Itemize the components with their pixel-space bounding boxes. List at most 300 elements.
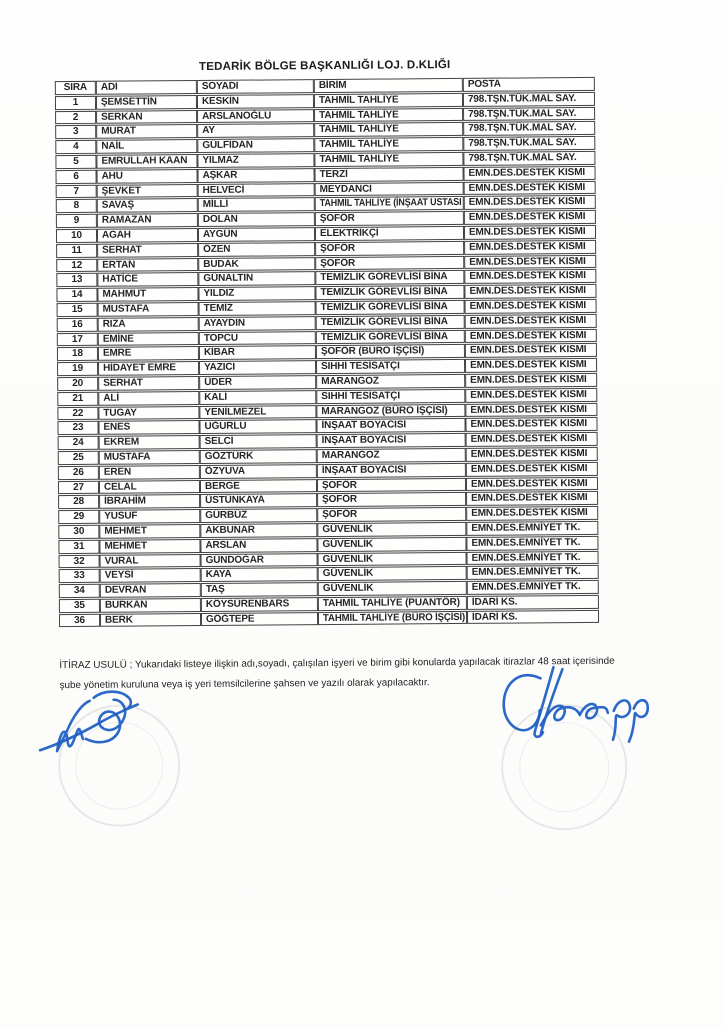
signature-right-ink — [494, 661, 660, 750]
cell-text: EMN.DES.DESTEK KISMI — [469, 285, 586, 298]
cell-birim — [314, 108, 463, 123]
cell-text: İDARİ KS. — [471, 611, 518, 623]
cell-birim — [316, 300, 465, 315]
cell-posta — [464, 240, 596, 255]
cell-text: DEVRAN — [104, 584, 147, 596]
cell-soyadi — [200, 508, 317, 523]
cell-birim — [314, 137, 463, 152]
cell-text: EMN.DES.DESTEK KISMI — [469, 314, 587, 327]
column-header-soyadi: SOYADI — [197, 79, 314, 94]
cell-text: GÜVENLİK — [322, 567, 374, 580]
cell-text: ALİ — [103, 392, 120, 404]
cell-text: MEHMET — [104, 540, 147, 552]
cell-text: MEHMET — [104, 525, 147, 537]
cell-text: RAMAZAN — [101, 214, 152, 226]
cell-text: MUSTAFA — [103, 451, 151, 463]
cell-text: SIHHİ TESİSATÇI — [321, 390, 401, 402]
cell-text: TAHMİL TAHLİYE — [319, 138, 399, 151]
cell-text: NAİL — [101, 140, 125, 152]
cell-sira — [56, 229, 97, 243]
cell-posta — [466, 462, 598, 477]
cell-text: ŞEMSETTİN — [100, 96, 157, 108]
objection-notice-line1: İTİRAZ USULÜ ; Yukarıdaki listeye ilişkin adı,soyadı, çalışılan işyeri ve birim gibi konularda yapılacak itirazlar 48 saat içerisinde — [59, 655, 615, 672]
cell-sira — [58, 495, 99, 509]
cell-posta — [465, 328, 597, 343]
cell-text: GÜVENLİK — [322, 553, 374, 565]
cell-posta — [463, 92, 595, 107]
table-row — [59, 610, 599, 628]
cell-birim — [317, 507, 466, 522]
cell-birim — [315, 285, 464, 300]
signature-left-ink — [28, 687, 147, 768]
cell-sira — [55, 140, 96, 154]
cell-text: MİLLİ — [202, 199, 229, 211]
cell-sira — [56, 184, 97, 198]
cell-text: ARSLANOĞLU — [202, 110, 272, 122]
cell-posta — [465, 358, 597, 373]
cell-birim — [318, 596, 467, 611]
cell-text: GÖZTÜRK — [204, 450, 254, 462]
column-header-posta: POSTA — [463, 77, 595, 92]
cell-posta — [466, 521, 598, 536]
cell-soyadi — [199, 316, 316, 331]
cell-text: 9 — [73, 215, 80, 227]
cell-text: 33 — [73, 570, 85, 582]
cell-adi — [96, 169, 197, 184]
cell-soyadi — [197, 109, 314, 124]
cell-soyadi — [200, 479, 317, 494]
cell-adi — [98, 317, 199, 332]
cell-text: EMN.DES.DESTEK KISMI — [468, 225, 586, 238]
cell-text: YAZICI — [204, 361, 236, 374]
cell-soyadi — [201, 612, 318, 627]
cell-text: MEYDANCI — [319, 183, 372, 195]
cell-text: CELAL — [103, 481, 137, 493]
cell-text: EMN.DES.DESTEK KISMI — [469, 255, 586, 268]
cell-birim — [318, 566, 467, 581]
cell-text: EMN.DES.DESTEK KISMI — [471, 507, 588, 519]
signature-right — [494, 661, 660, 755]
cell-text: MARANGOZ (BÜRO İŞÇİSİ) — [321, 404, 448, 417]
cell-text: TAHMİL TAHLİYE (PUANTÖR) — [322, 596, 460, 609]
cell-text: İBRAHİM — [104, 495, 146, 508]
cell-adi — [97, 228, 198, 243]
cell-text: 29 — [73, 511, 85, 523]
cell-birim — [316, 389, 465, 404]
cell-birim — [315, 241, 464, 256]
cell-text: EMN.DES.DESTEK KISMI — [469, 240, 586, 253]
cell-sira — [59, 569, 100, 583]
cell-text: EMN.DES.DESTEK KISMI — [468, 166, 586, 179]
cell-birim — [315, 226, 464, 241]
cell-birim — [314, 167, 463, 182]
cell-text: 798.TŞN.TÜK.MAL SAY. — [468, 152, 577, 164]
cell-text: EMN.DES.DESTEK KISMI — [470, 388, 587, 401]
cell-adi — [96, 154, 197, 169]
cell-text: KİBAR — [203, 347, 235, 359]
cell-text: HİDAYET EMRE — [103, 362, 176, 374]
cell-posta — [464, 180, 596, 195]
cell-posta — [464, 225, 596, 240]
cell-birim — [314, 122, 463, 137]
cell-soyadi — [197, 168, 314, 183]
document-title: TEDARİK BÖLGE BAŞKANLIĞI LOJ. D.KLIĞI — [198, 59, 451, 73]
cell-text: 36 — [74, 614, 85, 626]
cell-text: EMN.DES.DESTEK KISMI — [470, 462, 588, 475]
cell-posta — [466, 432, 598, 447]
cell-adi — [98, 302, 199, 317]
column-header-sira: SIRA — [55, 81, 96, 95]
cell-birim — [317, 477, 466, 492]
cell-text: SERKAN — [101, 111, 143, 123]
cell-text: 6 — [73, 170, 79, 182]
cell-text: MURAT — [101, 125, 136, 138]
cell-sira — [59, 599, 100, 613]
cell-soyadi — [200, 449, 317, 464]
cell-soyadi — [200, 493, 317, 508]
cell-text: 20 — [72, 377, 84, 389]
cell-posta — [464, 254, 596, 269]
cell-birim — [315, 270, 464, 285]
cell-birim — [317, 522, 466, 537]
cell-sira — [57, 406, 98, 420]
cell-birim — [318, 581, 467, 596]
cell-posta — [463, 136, 595, 151]
cell-birim — [314, 152, 463, 167]
cell-birim — [315, 255, 464, 270]
cell-text: TUGAY — [103, 407, 137, 419]
cell-sira — [56, 288, 97, 302]
cell-text: TEMİZLİK GÖREVLİSİ BİNA — [320, 286, 448, 299]
cell-text: 798.TŞN.TÜK.MAL SAY. — [468, 107, 577, 120]
cell-adi — [96, 139, 197, 154]
cell-text: 798.TŞN.TÜK.MAL SAY. — [467, 92, 577, 105]
cell-adi — [100, 598, 201, 613]
cell-text: 27 — [73, 481, 84, 493]
cell-birim — [316, 359, 465, 374]
cell-adi — [98, 391, 199, 406]
cell-sira — [58, 466, 99, 480]
cell-text: ŞOFÖR — [319, 212, 355, 225]
cell-text: ÜDER — [204, 376, 232, 388]
cell-text: İNŞAAT BOYACISI — [321, 419, 406, 432]
cell-text: EMN.DES.DESTEK KISMI — [470, 403, 587, 416]
cell-adi — [99, 435, 200, 450]
cell-adi — [97, 272, 198, 287]
cell-text: AYAYDIN — [203, 317, 245, 329]
cell-text: TAHMİL TAHLİYE — [319, 153, 400, 166]
cell-text: EMN.DES.DESTEK KISMI — [470, 477, 588, 490]
cell-text: YUSUF — [104, 510, 138, 522]
cell-text: AY — [202, 125, 215, 137]
cell-soyadi — [199, 419, 316, 434]
cell-birim — [317, 492, 466, 507]
cell-birim — [317, 433, 466, 448]
column-header-birim: BİRİM — [314, 78, 463, 93]
cell-adi — [99, 509, 200, 524]
cell-adi — [98, 361, 199, 376]
cell-text: 1 — [72, 96, 79, 108]
cell-text: 31 — [73, 540, 85, 552]
cell-posta — [465, 388, 597, 403]
cell-soyadi — [199, 301, 316, 316]
signature-left — [28, 687, 147, 773]
cell-text: 14 — [71, 289, 83, 301]
cell-text: 13 — [71, 274, 83, 286]
cell-posta — [464, 284, 596, 299]
cell-sira — [58, 510, 99, 524]
cell-posta — [464, 269, 596, 284]
cell-adi — [97, 198, 198, 213]
cell-sira — [56, 244, 97, 258]
cell-text: YILMAZ — [202, 154, 239, 166]
cell-text: RIZA — [102, 318, 126, 330]
cell-sira — [58, 451, 99, 465]
cell-text: EMN.DES.DESTEK KISMI — [469, 344, 587, 357]
cell-text: EMN.DES.EMNİYET TK. — [471, 581, 581, 593]
cell-text: 26 — [72, 466, 84, 478]
cell-text: TAHMİL TAHLİYE — [319, 123, 399, 136]
cell-text: AYGÜN — [202, 228, 238, 240]
cell-text: TERZİ — [319, 168, 348, 180]
cell-text: GÜVENLİK — [322, 523, 373, 535]
cell-adi — [99, 465, 200, 480]
cell-text: EMN.DES.DESTEK KISMI — [468, 181, 586, 194]
cell-text: EMN.DES.DESTEK KISMI — [470, 373, 587, 386]
cell-posta — [463, 151, 595, 166]
cell-text: TEMİZLİK GÖREVLİSİ BİNA — [320, 330, 448, 343]
cell-text: EMİNE — [102, 333, 134, 345]
cell-posta — [463, 166, 595, 181]
cell-text: TEMİZ — [203, 302, 233, 314]
cell-soyadi — [201, 567, 318, 582]
cell-adi — [97, 243, 198, 258]
cell-sira — [55, 155, 96, 169]
cell-adi — [98, 346, 199, 361]
cell-text: EMN.DES.DESTEK KISMI — [469, 299, 587, 312]
cell-sira — [55, 125, 96, 139]
cell-sira — [57, 392, 98, 406]
cell-sira — [55, 110, 96, 124]
cell-text: ERTAN — [102, 259, 136, 271]
column-header-adi: ADI — [96, 80, 197, 95]
cell-adi — [99, 524, 200, 539]
cell-text: EMN.DES.DESTEK KISMI — [470, 359, 587, 372]
cell-text: SELCİ — [204, 435, 234, 448]
cell-text: MAHMUT — [102, 288, 147, 300]
cell-text: SERHAT — [103, 377, 143, 389]
cell-text: VURAL — [104, 554, 139, 567]
cell-adi — [100, 568, 201, 583]
cell-text: EMN.DES.EMNİYET TK. — [471, 521, 581, 534]
cell-birim — [315, 211, 464, 226]
cell-posta — [463, 121, 595, 136]
cell-adi — [96, 110, 197, 125]
cell-text: ÖZEN — [203, 243, 231, 255]
cell-sira — [56, 199, 97, 213]
cell-text: 24 — [72, 437, 84, 449]
cell-text: ÖZYUVA — [204, 465, 245, 477]
cell-text: GÖĞTEPE — [205, 613, 255, 625]
cell-birim — [315, 196, 464, 211]
cell-soyadi — [198, 257, 315, 272]
cell-text: MUSTAFA — [102, 303, 150, 315]
cell-posta — [465, 417, 597, 432]
cell-adi — [96, 124, 197, 139]
cell-text: 18 — [71, 348, 83, 360]
cell-soyadi — [199, 390, 316, 405]
cell-birim — [316, 329, 465, 344]
cell-posta — [467, 565, 599, 580]
cell-soyadi — [200, 464, 317, 479]
personnel-table-body — [55, 92, 599, 628]
cell-text: 798.TŞN.TÜK.MAL SAY. — [468, 137, 577, 150]
cell-posta — [464, 210, 596, 225]
cell-text: GÜRBÜZ — [205, 509, 248, 522]
cell-text: AHU — [101, 170, 123, 182]
cell-sira — [59, 613, 100, 627]
cell-text: ŞEVKET — [101, 185, 141, 197]
cell-soyadi — [197, 123, 314, 138]
cell-text: EMN.DES.EMNİYET TK. — [471, 566, 581, 579]
cell-posta — [466, 447, 598, 462]
cell-text: 16 — [71, 318, 83, 330]
cell-text: 19 — [72, 363, 84, 375]
cell-adi — [98, 420, 199, 435]
cell-text: SAVAŞ — [101, 199, 135, 212]
cell-birim — [316, 315, 465, 330]
cell-soyadi — [198, 212, 315, 227]
cell-text: BERK — [104, 614, 133, 626]
cell-sira — [57, 377, 98, 391]
cell-text: 28 — [73, 496, 85, 508]
cell-sira — [59, 584, 100, 598]
cell-soyadi — [197, 94, 314, 109]
cell-soyadi — [199, 331, 316, 346]
cell-soyadi — [198, 183, 315, 198]
cell-soyadi — [201, 582, 318, 597]
cell-soyadi — [199, 405, 316, 420]
cell-text: TEMİZLİK GÖREVLİSİ BİNA — [320, 301, 448, 314]
cell-text: YENİLMEZEL — [204, 406, 267, 418]
cell-sira — [58, 480, 99, 494]
cell-soyadi — [198, 271, 315, 286]
cell-soyadi — [201, 553, 318, 568]
personnel-table — [55, 76, 599, 629]
cell-sira — [58, 525, 99, 539]
cell-sira — [58, 539, 99, 553]
cell-sira — [57, 332, 98, 346]
cell-adi — [99, 494, 200, 509]
cell-text: EMN.DES.DESTEK KISMI — [469, 270, 586, 283]
cell-text: TAHMİL TAHLİYE — [319, 109, 399, 121]
cell-text: ŞOFÖR — [322, 494, 357, 506]
cell-adi — [98, 406, 199, 421]
cell-text: AGAH — [101, 229, 131, 241]
cell-adi — [97, 258, 198, 273]
cell-soyadi — [199, 345, 316, 360]
cell-text: 8 — [73, 200, 80, 212]
cell-text: EMN.DES.EMNİYET TK. — [471, 551, 581, 564]
cell-sira — [56, 258, 97, 272]
cell-text: SERHAT — [102, 244, 142, 256]
cell-posta — [465, 343, 597, 358]
cell-text: 798.TŞN.TÜK.MAL SAY. — [468, 122, 577, 135]
cell-text: TAŞ — [205, 583, 225, 596]
cell-text: TAHMİL TAHLİYE — [318, 94, 399, 106]
cell-sira — [56, 273, 97, 287]
cell-text: KÖYSÜRENBARS — [205, 598, 290, 610]
cell-text: 10 — [71, 229, 82, 241]
cell-sira — [58, 436, 99, 450]
cell-adi — [98, 376, 199, 391]
cell-text: ŞOFÖR — [320, 257, 356, 269]
cell-text: 32 — [73, 555, 85, 567]
cell-soyadi — [199, 375, 316, 390]
cell-text: ARSLAN — [205, 539, 247, 551]
cell-text: EMN.DES.DESTEK KISMI — [468, 211, 586, 224]
cell-text: GÜNDOĞAR — [205, 554, 264, 566]
cell-text: 12 — [71, 259, 83, 271]
cell-text: TEMİZLİK GÖREVLİSİ BİNA — [320, 315, 448, 328]
cell-birim — [316, 344, 465, 359]
cell-soyadi — [200, 538, 317, 553]
cell-text: TEMİZLİK GÖREVLİSİ BİNA — [320, 271, 448, 284]
cell-birim — [316, 403, 465, 418]
cell-text: 5 — [73, 155, 79, 167]
cell-birim — [314, 93, 463, 108]
cell-text: 21 — [72, 392, 84, 404]
cell-text: 22 — [72, 407, 84, 419]
cell-text: İNŞAAT BOYACISI — [321, 464, 407, 476]
cell-posta — [465, 402, 597, 417]
objection-notice-line2: şube yönetim kuruluna veya iş yeri temsilcilerine şahsen ve yazılı olarak yapılacaktır. — [59, 676, 430, 691]
cell-text: 34 — [73, 585, 85, 597]
cell-posta — [464, 195, 596, 210]
cell-text: YILDIZ — [203, 287, 235, 300]
cell-text: VEYSİ — [104, 569, 134, 582]
cell-text: GÜNALTIN — [203, 272, 254, 285]
cell-sira — [57, 303, 98, 317]
cell-sira — [57, 347, 98, 361]
cell-text: İNŞAAT BOYACISI — [321, 434, 407, 447]
cell-soyadi — [200, 434, 317, 449]
cell-text: EMN.DES.DESTEK KISMI — [469, 329, 587, 342]
cell-text: 35 — [73, 599, 85, 611]
cell-text: ENES — [103, 421, 131, 434]
cell-text: SIHHİ TESİSATÇI — [321, 360, 400, 373]
cell-text: TAHMİL TAHLİYE (BÜRO İŞÇİSİ) — [322, 611, 466, 624]
cell-sira — [55, 96, 96, 110]
cell-posta — [465, 314, 597, 329]
cell-sira — [57, 318, 98, 332]
cell-birim — [316, 374, 465, 389]
cell-adi — [97, 213, 198, 228]
cell-text: 15 — [71, 303, 83, 315]
cell-text: HATİCE — [102, 273, 138, 286]
cell-text: ELEKTRİKÇİ — [319, 227, 379, 240]
cell-text: 2 — [72, 111, 79, 123]
cell-text: DOLAN — [202, 213, 238, 226]
cell-text: 11 — [71, 244, 82, 256]
cell-posta — [466, 536, 598, 551]
cell-soyadi — [198, 227, 315, 242]
cell-text: TOPCU — [203, 332, 238, 344]
cell-soyadi — [198, 242, 315, 257]
cell-text: ŞOFÖR — [321, 479, 357, 491]
cell-adi — [99, 539, 200, 554]
cell-posta — [467, 610, 599, 625]
